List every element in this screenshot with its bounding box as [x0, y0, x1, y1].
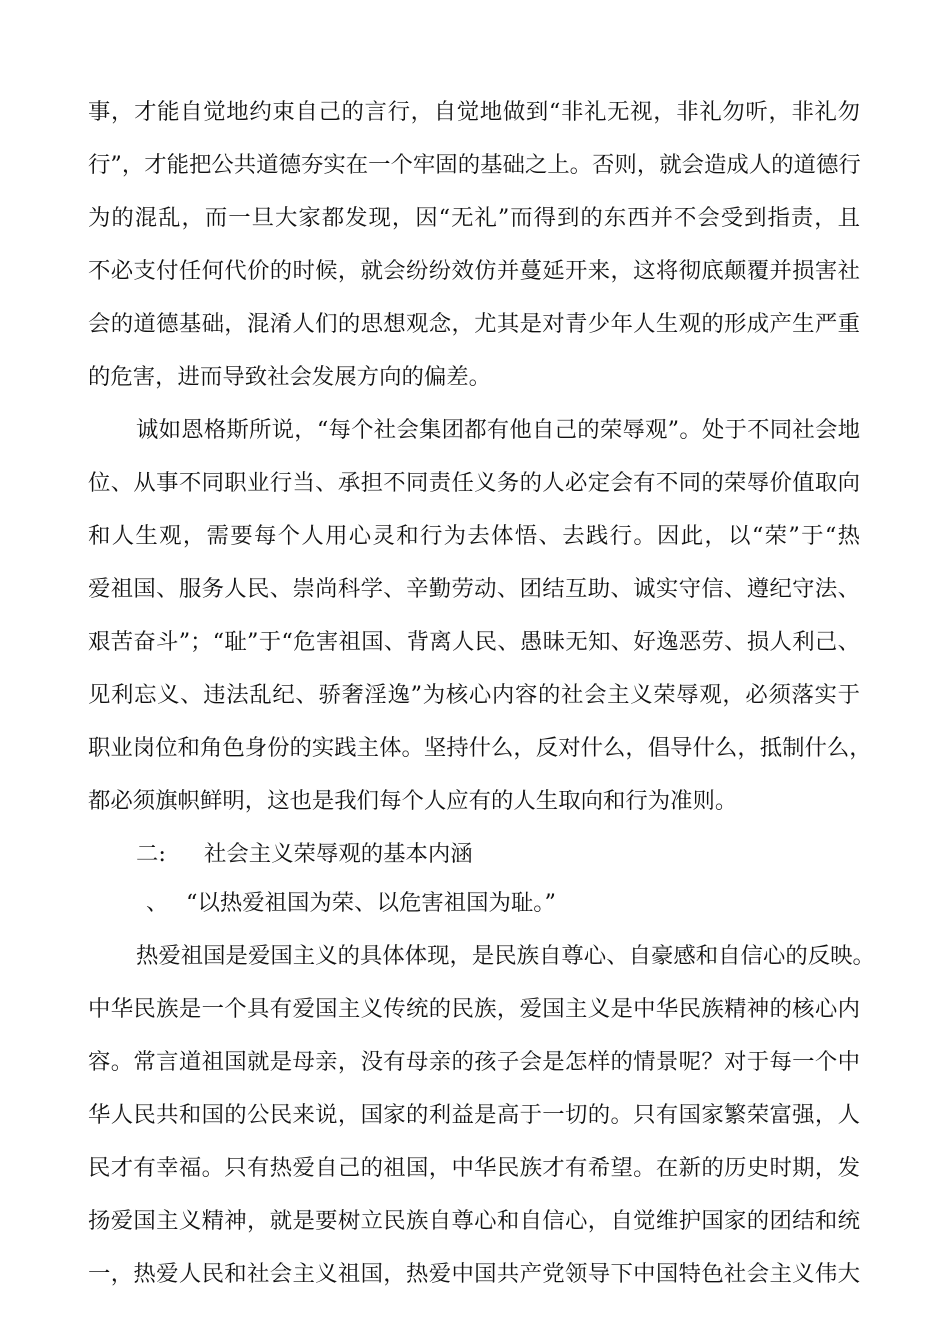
text-line: 和人生观，需要每个人用心灵和行为去体悟、去践行。因此，以“荣”于“热	[88, 523, 860, 549]
text-line: 的危害，进而导致社会发展方向的偏差。	[88, 364, 492, 390]
text-line: 为的混乱，而一旦大家都发现，因“无礼”而得到的东西并不会受到指责，且	[88, 205, 860, 231]
text-line: 民才有幸福。只有热爱自己的祖国，中华民族才有希望。在新的历史时期，发	[88, 1155, 860, 1181]
text-line: 位、从事不同职业行当、承担不同责任义务的人必定会有不同的荣辱价值取向	[88, 470, 860, 496]
text-line: 会的道德基础，混淆人们的思想观念，尤其是对青少年人生观的形成产生严重	[88, 311, 860, 337]
text-line: 见利忘义、违法乱纪、骄奢淫逸”为核心内容的社会主义荣辱观，必须落实于	[88, 682, 860, 708]
text-line: 艰苦奋斗”；“耻”于“危害祖国、背离人民、愚昧无知、好逸恶劳、损人利己、	[88, 629, 860, 655]
text-line: 职业岗位和角色身份的实践主体。坚持什么，反对什么，倡导什么，抵制什么，	[88, 735, 872, 761]
text-line: 事，才能自觉地约束自己的言行，自觉地做到“非礼无视，非礼勿听，非礼勿	[88, 99, 860, 125]
text-line: 诚如恩格斯所说，“每个社会集团都有他自己的荣辱观”。处于不同社会地	[136, 417, 860, 443]
subsection-marker: 、	[146, 890, 169, 916]
text-line: 华人民共和国的公民来说，国家的利益是高于一切的。只有国家繁荣富强，人	[88, 1102, 860, 1128]
text-line: 中华民族是一个具有爱国主义传统的民族，爱国主义是中华民族精神的核心内	[88, 996, 860, 1022]
section-number: 二:	[136, 841, 166, 867]
text-line: 爱祖国、服务人民、崇尚科学、辛勤劳动、团结互助、诚实守信、遵纪守法、	[88, 576, 860, 602]
text-line: 一，热爱人民和社会主义祖国，热爱中国共产党领导下中国特色社会主义伟大	[88, 1261, 860, 1287]
text-line: 容。常言道祖国就是母亲，没有母亲的孩子会是怎样的情景呢？对于每一个中	[88, 1049, 860, 1075]
text-line: 都必须旗帜鲜明，这也是我们每个人应有的人生取向和行为准则。	[88, 788, 738, 814]
text-line: 行”，才能把公共道德夯实在一个牢固的基础之上。否则，就会造成人的道德行	[88, 152, 861, 178]
text-line: 热爱祖国是爱国主义的具体体现，是民族自尊心、自豪感和自信心的反映。	[136, 943, 875, 969]
section-title: 社会主义荣辱观的基本内涵	[204, 841, 473, 867]
text-line: 扬爱国主义精神，就是要树立民族自尊心和自信心，自觉维护国家的团结和统	[88, 1208, 860, 1234]
text-line: 不必支付任何代价的时候，就会纷纷效仿并蔓延开来，这将彻底颠覆并损害社	[88, 258, 860, 284]
subsection-title: “以热爱祖国为荣、以危害祖国为耻。”	[186, 890, 556, 916]
